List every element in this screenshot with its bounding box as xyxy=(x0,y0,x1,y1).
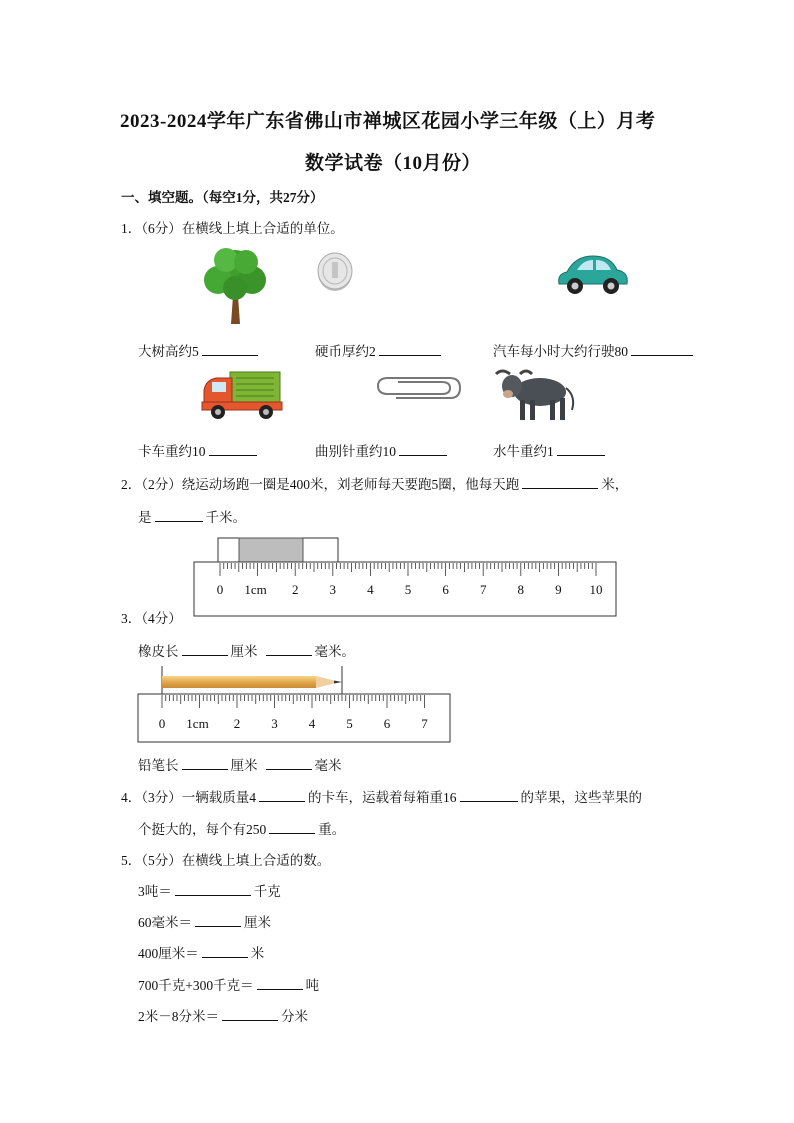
q3-blank-4[interactable] xyxy=(266,755,312,770)
q4-line2: 个挺大的，每个有250 重。 xyxy=(138,818,345,838)
car-icon xyxy=(555,252,631,301)
q1-item-tree: 大树高约5 xyxy=(138,340,261,360)
q3-blank-3[interactable] xyxy=(182,755,228,770)
ruler-label: 7 xyxy=(421,716,428,731)
page-title-line1: 2023-2024学年广东省佛山市禅城区花园小学三年级（上）月考 xyxy=(120,111,656,132)
q4-line1: 4．（3分）一辆载质量4 的卡车，运载着每箱重16 的苹果，这些苹果的 xyxy=(121,786,642,806)
q1-blank-1[interactable] xyxy=(202,341,258,356)
ruler-eraser-figure xyxy=(188,536,620,623)
q1-blank-4[interactable] xyxy=(209,441,257,456)
q1-blank-3[interactable] xyxy=(631,341,693,356)
ruler-label: 3 xyxy=(329,582,337,597)
q1-blank-5[interactable] xyxy=(399,441,447,456)
q5-blank-5[interactable] xyxy=(222,1006,278,1021)
pencil-lead xyxy=(334,681,342,684)
q4-blank-1[interactable] xyxy=(259,787,305,802)
ruler-label: 10 xyxy=(589,582,603,597)
q1-item-paperclip: 曲别针重约10 xyxy=(315,440,450,460)
page-title-line2: 数学试卷（10月份） xyxy=(305,153,482,174)
q4-blank-3[interactable] xyxy=(269,819,315,834)
q1-item-truck: 卡车重约10 xyxy=(138,440,260,460)
ruler-label: 7 xyxy=(479,582,487,597)
ruler-label: 2 xyxy=(233,716,241,731)
ruler-label: 4 xyxy=(367,582,374,597)
ruler-label: 2 xyxy=(291,582,299,597)
paperclip-icon xyxy=(376,374,462,407)
q3-eraser-line: 橡皮长 厘米 毫米。 xyxy=(138,640,355,660)
ruler-label: 6 xyxy=(442,582,449,597)
q5-line-3: 400厘米＝ 米 xyxy=(138,942,264,962)
ruler-pencil-figure xyxy=(134,664,454,751)
q5-line-1: 3吨＝ 千克 xyxy=(138,880,281,900)
q3-pencil-line: 铅笔长 厘米 毫米 xyxy=(138,754,342,774)
ruler-label: 6 xyxy=(383,716,391,731)
ruler-label: 3 xyxy=(271,716,278,731)
ruler2-body xyxy=(138,694,450,742)
ruler-label: 4 xyxy=(308,716,316,731)
q5-blank-1[interactable] xyxy=(175,881,251,896)
q2-line1: 2．（2分）绕运动场跑一圈是400米，刘老师每天要跑5圈，他每天跑 米， xyxy=(121,473,628,493)
q5-line-5: 2米－8分米＝ 分米 xyxy=(138,1005,308,1025)
q5-blank-3[interactable] xyxy=(202,943,248,958)
ruler-label: 8 xyxy=(517,582,525,597)
pencil-body xyxy=(162,676,316,688)
ruler-label: 0 xyxy=(158,716,166,731)
q2-line2: 是 千米。 xyxy=(138,506,246,526)
q1-blank-6[interactable] xyxy=(557,441,605,456)
q1-blank-2[interactable] xyxy=(379,341,441,356)
q3-blank-2[interactable] xyxy=(266,641,312,656)
ruler-label: 0 xyxy=(216,582,224,597)
q2-blank-2[interactable] xyxy=(155,507,203,522)
ruler-label: 1cm xyxy=(186,716,209,731)
q5-stem: 5．（5分）在横线上填上合适的数。 xyxy=(121,853,331,868)
tree-icon xyxy=(200,244,270,329)
ruler-label: 1cm xyxy=(244,582,267,597)
buffalo-icon xyxy=(492,366,578,429)
q5-blank-4[interactable] xyxy=(257,975,303,990)
q1-item-car: 汽车每小时大约行驶80 xyxy=(493,340,696,360)
truck-icon xyxy=(200,368,284,425)
q1-item-buffalo: 水牛重约1 xyxy=(493,440,608,460)
q1-item-coin: 硬币厚约2 xyxy=(315,340,444,360)
q1-stem: 1．（6分）在横线上填上合适的单位。 xyxy=(121,221,344,236)
ruler-label: 5 xyxy=(404,582,412,597)
q5-line-2: 60毫米＝ 厘米 xyxy=(138,911,271,931)
coin-icon xyxy=(316,252,354,297)
q5-blank-2[interactable] xyxy=(195,912,241,927)
q3-blank-1[interactable] xyxy=(182,641,228,656)
q5-line-4: 700千克+300千克＝ 吨 xyxy=(138,974,319,994)
eraser-sleeve xyxy=(239,538,303,562)
q4-blank-2[interactable] xyxy=(460,787,518,802)
q3-number: 3．（4分） xyxy=(121,611,182,626)
ruler-label: 5 xyxy=(346,716,353,731)
section1-heading: 一、填空题。（每空1分，共27分） xyxy=(121,190,324,205)
ruler-label: 9 xyxy=(555,582,562,597)
q2-blank-1[interactable] xyxy=(522,474,598,489)
